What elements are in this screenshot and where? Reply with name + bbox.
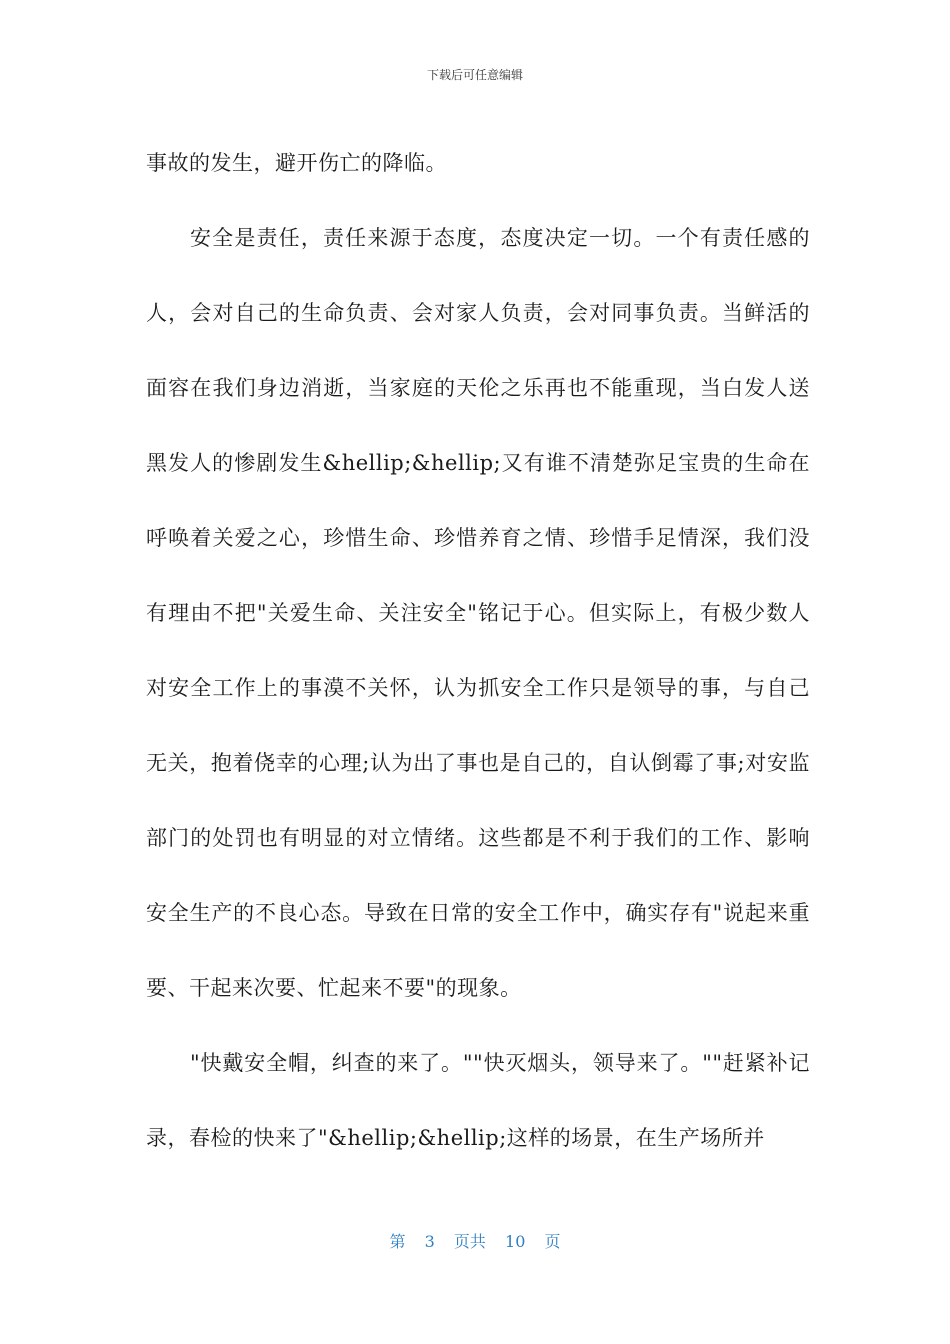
- page-mid: 页共: [453, 1232, 486, 1251]
- paragraph-quotes: "快戴安全帽，纠查的来了。""快灭烟头，领导来了。""赶紧补记录，春检的快来了"&hellip;&hellip;这样的场景，在生产场所并: [146, 1051, 810, 1150]
- page-total: 10: [505, 1232, 526, 1251]
- page-suffix: 页: [544, 1232, 561, 1251]
- paragraph-continuation: 事故的发生，避开伤亡的降临。: [146, 151, 447, 175]
- page-header: 下载后可任意编辑: [426, 68, 523, 82]
- document-body: [146, 126, 810, 1176]
- page-footer: [0, 1229, 950, 1252]
- paragraph-safety-responsibility: 安全是责任，责任来源于态度，态度决定一切。一个有责任感的人，会对自己的生命负责、会对家人负责，会对同事负责。当鲜活的面容在我们身边消逝，当家庭的天伦之乐再也不能重现，当白发人送黑发人的惨剧发生&hellip;&hellip;又有谁不清楚弥足宝贵的生命在呼唤着关爱之心，珍惜生命、珍惜养育之情、珍惜手足情深，我们没有理由不把"关爱生命、关注安全"铭记于心。但实际上，有极少数人对安全工作上的事漠不关怀，认为抓安全工作只是领导的事，与自己无关，抱着侥幸的心理;认为出了事也是自己的，自认倒霉了事;对安监部门的处罚也有明显的对立情绪。这些都是不利于我们的工作、影响安全生产的不良心态。导致在日常的安全工作中，确实存有"说起来重要、干起来次要、忙起来不要"的现象。: [146, 226, 810, 1000]
- page-number: 3: [424, 1232, 435, 1251]
- page-prefix: 第: [389, 1232, 406, 1251]
